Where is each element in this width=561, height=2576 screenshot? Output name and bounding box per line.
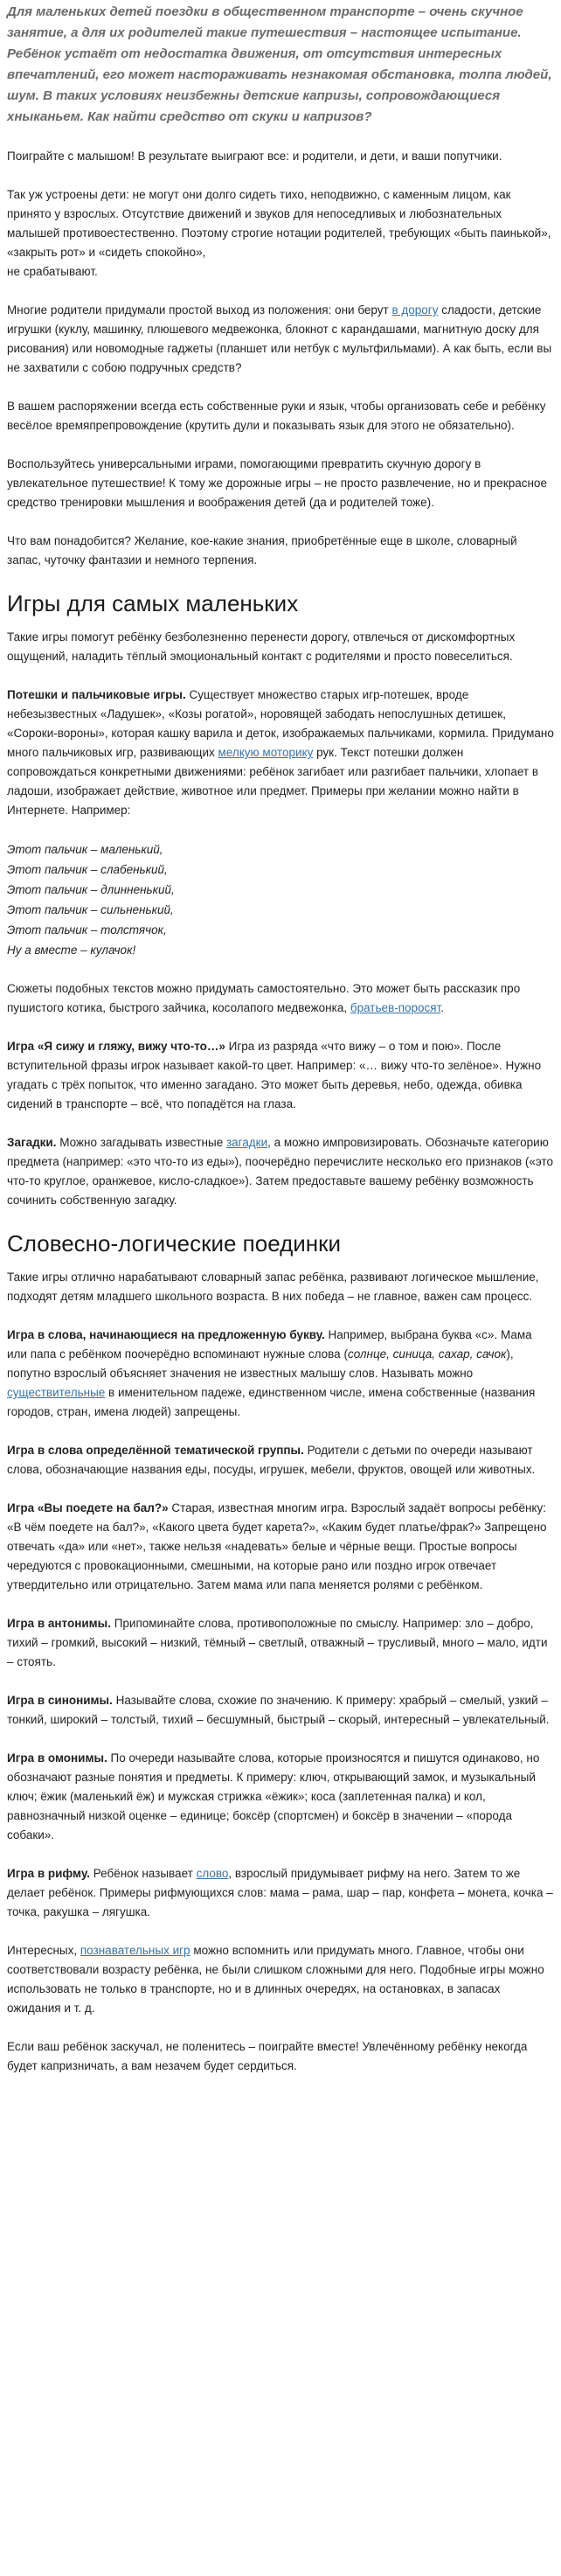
section-heading: Игры для самых маленьких bbox=[7, 590, 299, 616]
paragraph-text: Родители с детьми по очереди называют слова, обозначающие названия еды, посуды, игрушек, мебели, фруктов, овощей или животных. bbox=[7, 1444, 536, 1476]
link-road[interactable]: в дорогу bbox=[391, 303, 439, 317]
paragraph-text: Интересных, bbox=[7, 1944, 80, 1957]
paragraph-text: можно вспомнить или придумать много. Главное, чтобы они соответствовали возрасту ребёнка, не были слишком сложными для него. Подобные игры можно использовать не только в транспорте, но и в длинных очередях, на остановках, в запасах ожидания и т. д. bbox=[7, 1944, 544, 2015]
game-title: Потешки и пальчиковые игры. bbox=[7, 688, 186, 701]
paragraph bbox=[7, 1749, 554, 1845]
paragraph bbox=[7, 1133, 554, 1210]
paragraph-text: сладости, детские игрушки (куклу, машинку, плюшевого медвежонка, блокнот с карандашами, магнитную доску для рисования) или новомодные гаджеты (планшет или нетбук с мультфильмами). А как быть, если вы не захватили с собою подручных средств? bbox=[7, 303, 552, 374]
rhyme-block bbox=[7, 839, 554, 960]
paragraph-text: Существует множество старых игр-потешек, вроде небезызвестных «Ладушек», «Козы рогатой», норовящей забодать непослушных детишек, «Сороки-вороны», которая кашку варила и деток, изображаемых пальчиками, кормила. Придумано много пальчиковых игр, развивающих bbox=[7, 688, 554, 759]
paragraph-text: рук. Текст потешки должен сопровождаться конкретными движениями: ребёнок загибает или разгибает пальчики, хлопает в ладоши, изображает действие, животное или предмет. Примеры при желании можно найти в Интернете. Например: bbox=[7, 746, 539, 817]
game-title: Игра в антонимы. bbox=[7, 1617, 111, 1630]
example-words: солнце, синица, сахар, сачок bbox=[347, 1347, 507, 1361]
rhyme-line: Этот пальчик – маленький, bbox=[7, 843, 163, 856]
paragraph: Такие игры помогут ребёнку безболезненно перенести дорогу, отвлечься от дискомфортных ощущений, наладить тёплый эмоциональный контакт с родителями и просто повеселиться. bbox=[7, 630, 516, 663]
paragraph bbox=[7, 1499, 554, 1595]
paragraph bbox=[7, 185, 554, 282]
game-title: Игра «Вы поедете на бал?» bbox=[7, 1501, 169, 1514]
paragraph-text: не срабатывают. bbox=[7, 265, 98, 278]
paragraph-text: Так уж устроены дети: не могут они долго сидеть тихо, неподвижно, с каменным лицом, как принято у взрослых. Отсутствие движений и звуков для непоседливых и любознательных малышей противоестественно. Поэтому строгие нотации родителей, требующих «быть паинькой», «закрыть рот» и «сидеть спокойно», bbox=[7, 188, 551, 259]
rhyme-line: Ну а вместе – кулачок! bbox=[7, 943, 136, 957]
link-riddles[interactable]: загадки bbox=[225, 1136, 268, 1149]
paragraph bbox=[7, 301, 554, 378]
paragraph-text: в именительном падеже, единственном числе, имена собственные (названия городов, стран, имена людей) запрещены. bbox=[7, 1386, 536, 1418]
paragraph bbox=[7, 979, 554, 1018]
rhyme-line: Этот пальчик – слабенький, bbox=[7, 863, 168, 876]
paragraph-text: Сюжеты подобных текстов можно придумать самостоятельно. Это может быть рассказик про пушистого котика, быстрого зайчика, косолапого медвежонка, bbox=[7, 982, 521, 1014]
paragraph bbox=[7, 1441, 554, 1479]
game-title: Игра в рифму. bbox=[7, 1867, 90, 1880]
paragraph: Такие игры отлично нарабатывают словарный запас ребёнка, развивают логическое мышление, подходят детям младшего школьного возраста. В них победа – не главное, важен сам процесс. bbox=[7, 1271, 539, 1303]
paragraph-text: Можно загадывать известные bbox=[56, 1136, 226, 1149]
game-title: Загадки. bbox=[7, 1136, 57, 1149]
paragraph bbox=[7, 1864, 554, 1922]
paragraph-text: , взрослый придумывает рифму на него. Затем то же делает ребёнок. Примеры рифмующихся слов: мама – рама, шар – пар, конфета – монета, кочка – точка, ракушка – лягушка. bbox=[7, 1867, 553, 1918]
paragraph bbox=[7, 1037, 554, 1114]
paragraph: Поиграйте с малышом! В результате выиграют все: и родители, и дети, и ваши попутчики. bbox=[7, 150, 502, 163]
paragraph: Что вам понадобится? Желание, кое-какие знания, приобретённые еще в школе, словарный запас, чуточку фантазии и немного терпения. bbox=[7, 534, 517, 567]
paragraph: Воспользуйтесь универсальными играми, помогающими превратить скучную дорогу в увлекательное путешествие! К тому же дорожные игры – не просто развлечение, но и прекрасное средство тренировки мышления и воображения детей (да и родителей тоже). bbox=[7, 457, 547, 509]
article-lead: Для маленьких детей поездки в общественном транспорте – очень скучное занятие, а для их родителей такие путешествия – настоящее испытание. Ребёнок устаёт от недостатка движения, от отсутствия интересных впечатлений, его может настораживать незнакомая обстановка, толпа людей, шум. В таких условиях неизбежны детские капризы, сопровождающиеся хныканьем. Как найти средство от скуки и капризов? bbox=[7, 4, 552, 124]
paragraph bbox=[7, 686, 554, 820]
paragraph bbox=[7, 1691, 554, 1730]
paragraph-text: Старая, известная многим игра. Взрослый задаёт вопросы ребёнку: «В чём поедете на бал?», «Какого цвета будет карета?», «Каким будет платье/фрак?» Запрещено отвечать «да» или «нет», также нельзя «надевать» белые и чёрные вещи. Простые вопросы чередуются с провокационными, смешными, на которые рано или поздно игрок отвечает утвердительно или отрицательно. Затем мама или папа меняется ролями с ребёнком. bbox=[7, 1501, 547, 1591]
section-heading: Словесно-логические поединки bbox=[7, 1230, 342, 1257]
paragraph-text: Ребёнок называет bbox=[89, 1867, 197, 1880]
paragraph-text: Многие родители придумали простой выход из положения: они берут bbox=[7, 303, 392, 317]
paragraph-text: Игра из разряда «что вижу – о том и пою». После вступительной фразы игрок называет какой-то цвет. Например: «… вижу что-то зелёное». Нужно угадать с трёх попыток, что именно загадано. Это может быть деревья, небо, одежда, обивка сидений в транспорте – всё, что попадётся на глаза. bbox=[7, 1040, 542, 1110]
paragraph-text: . bbox=[440, 1001, 445, 1014]
paragraph: В вашем распоряжении всегда есть собственные руки и язык, чтобы организовать себе и ребёнку весёлое времяпрепровождение (крутить дули и показывать язык для этого не обязательно). bbox=[7, 400, 546, 432]
paragraph: Если ваш ребёнок заскучал, не поленитесь – поиграйте вместе! Увлечённому ребёнку некогда будет капризничать, а вам незачем будет сердиться. bbox=[7, 2040, 528, 2072]
rhyme-line: Этот пальчик – длинненький, bbox=[7, 883, 175, 896]
paragraph-text: По очереди называйте слова, которые произносятся и пишутся одинаково, но обозначают разные понятия и предметы. К примеру: ключ, открывающий замок, и музыкальный ключ; ёжик (маленький ёж) и мужская стрижка «ёжик»; коса (заплетенная палка) и кол, равнозначный низкой оценке – единице; боксёр (спортсмен) и боксёр в значении – «порода собаки». bbox=[7, 1751, 540, 1841]
game-title: Игра «Я сижу и гляжу, вижу что-то…» bbox=[7, 1040, 225, 1053]
paragraph bbox=[7, 1326, 554, 1422]
link-nouns[interactable]: существительные bbox=[7, 1386, 106, 1399]
game-title: Игра в омонимы. bbox=[7, 1751, 107, 1765]
game-title: Игра в синонимы. bbox=[7, 1694, 113, 1707]
link-educational-games[interactable]: познавательных игр bbox=[80, 1944, 190, 1957]
link-fine-motor[interactable]: мелкую моторику bbox=[218, 746, 314, 759]
link-word[interactable]: слово bbox=[196, 1867, 229, 1880]
paragraph-text: , а можно импровизировать. Обозначьте категорию предмета (например: «это что-то из еды»), поочерёдно перечислите несколько его признаков («это что-то круглое, оранжевое, кисло-сладкое»). Затем предоставьте вашему ребёнку возможность сочинить собственную загадку. bbox=[7, 1136, 554, 1207]
link-piglets[interactable]: братьев-поросят bbox=[350, 1001, 441, 1014]
rhyme-line: Этот пальчик – сильненький, bbox=[7, 903, 174, 916]
paragraph-text: Например, выбрана буква «с». Мама или папа с ребёнком поочерёдно вспоминают нужные слова ( bbox=[7, 1328, 532, 1361]
paragraph-text: Называйте слова, схожие по значению. К примеру: храбрый – смелый, узкий – тонкий, широкий – толстый, тихий – бесшумный, быстрый – скорый, интересный – увлекательный. bbox=[7, 1694, 550, 1726]
paragraph bbox=[7, 1941, 554, 2018]
paragraph-text: ), попутно взрослый объясняет значения не известных малышу слов. Называть можно bbox=[7, 1347, 514, 1380]
game-title: Игра в слова определённой тематической группы. bbox=[7, 1444, 304, 1457]
rhyme-line: Этот пальчик – толстячок, bbox=[7, 923, 167, 936]
game-title: Игра в слова, начинающиеся на предложенную букву. bbox=[7, 1328, 325, 1341]
paragraph-text: Припоминайте слова, противоположные по смыслу. Например: зло – добро, тихий – громкий, высокий – низкий, тёмный – светлый, отважный – трусливый, много – мало, идти – стоять. bbox=[7, 1617, 548, 1668]
paragraph bbox=[7, 1614, 554, 1672]
article bbox=[0, 2, 561, 2076]
